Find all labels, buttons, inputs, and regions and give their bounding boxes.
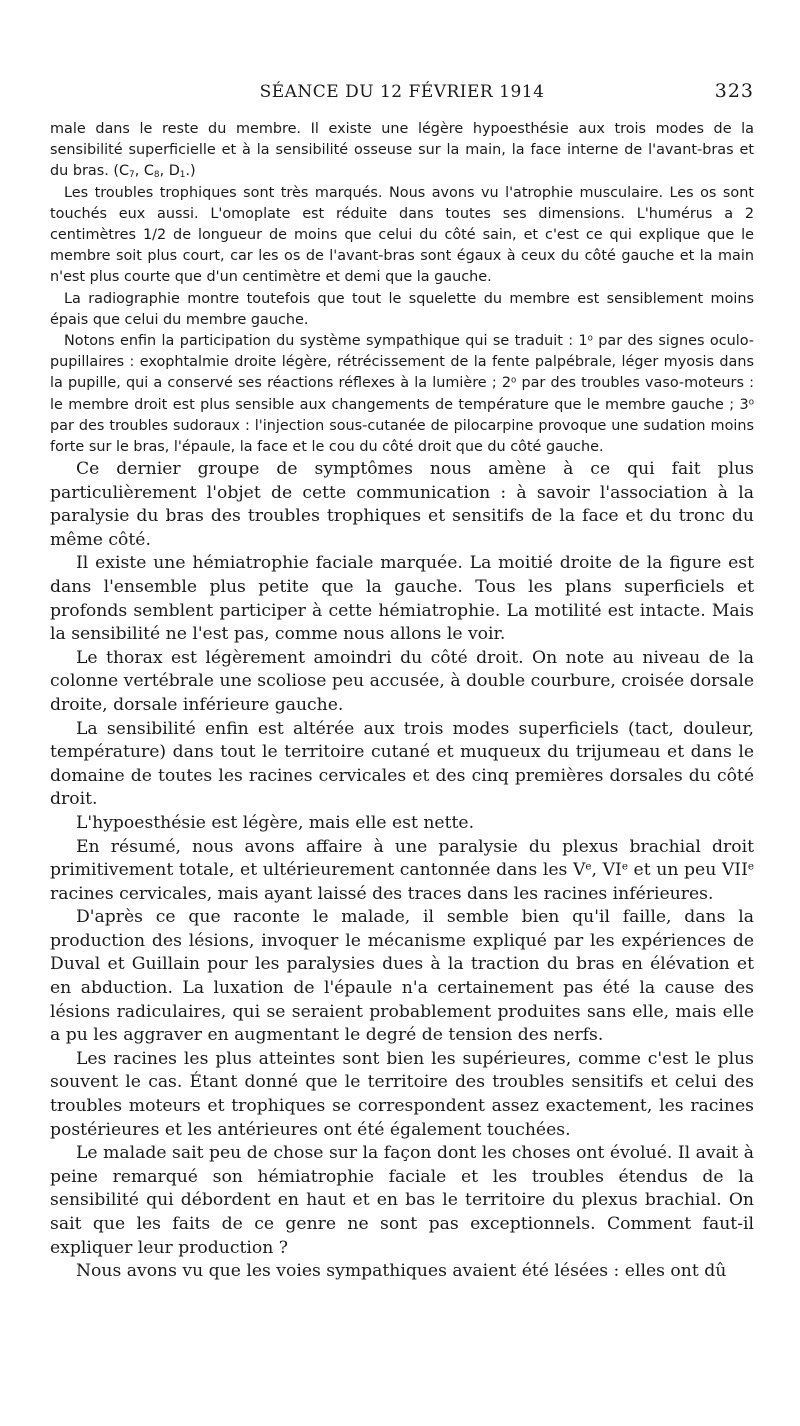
paragraph-roots: Les racines les plus atteintes sont bien les supérieures, comme c'est le plus souvent le cas. Étant donné que le territoire des troubles sensitifs et celui des troubles moteurs et trophiques se correspondent assez exactement, les racines postérieures et les antérieures ont été également touchées.	[50, 1048, 754, 1140]
paragraph-mechanism: D'après ce que raconte le malade, il semble bien qu'il faille, dans la production des lésions, invoquer le mécanisme expliqué par les expériences de Duval et Guillain pour les paralysies dues à la traction du bras en élévation et en abduction. La luxation de l'épaule n'a certainement pas été la cause des lésions radiculaires, qui se seraient probablement produites sans elle, mais elle a pu les aggraver en augmentant le degré de tension des nerfs.	[50, 907, 754, 1046]
paragraph-summary: En résumé, nous avons affaire à une paralysie du plexus brachial droit primitivement totale, et ultérieurement cantonnée dans les Ve, VIe et un peu VIIe racines cervicales, mais ayant laissé des traces dans les racines inférieures.	[50, 836, 754, 904]
paragraph-sensibility-altered: La sensibilité enfin est altérée aux trois modes superficiels (tact, douleur, température) dans tout le territoire cutané et muqueux du trijumeau et dans le domaine de toutes les racines cervicales et des cinq premières dorsales du côté droit.	[50, 718, 754, 810]
paragraph-facial-hemiatrophy: Il existe une hémiatrophie faciale marquée. La moitié droite de la figure est dans l'ensemble plus petite que la gauche. Tous les plans superficiels et profonds semblent participer à cette hémiatrophie. La motilité est intacte. Mais la sensibilité ne l'est pas, comme nous allons le voir.	[50, 553, 754, 645]
paragraph-radiography: La radiographie montre toutefois que tout le squelette du membre est sensiblement moins épais que celui du membre gauche.	[50, 290, 754, 328]
paragraph-sympathetic-pathways: Nous avons vu que les voies sympathiques avaient été lésées : elles ont dû	[76, 1261, 727, 1282]
paragraph-sympathetic: Notons enfin la participation du système sympathique qui se traduit : 1$^o$ par des signes oculo-pupillaires : exophtalmie droite légère, rétrécissement de la fente palpébrale, léger myosis dans la pupille, qui a conservé ses réactions réflexes à la lumière ; 2$^o$ par des troubles vaso-moteurs : le membre droit est plus sensible aux changements de température que le membre gauche ; 3$^o$ par des troubles sudoraux : l'injection sous-cutanée de pilocarpine provoque une sudation moins forte sur le bras, l'épaule, la face et le cou du côté droit que du côté gauche.	[50, 333, 754, 456]
running-head	[50, 78, 754, 108]
main-text-block	[50, 458, 754, 1284]
clinical-notes-block	[50, 119, 754, 458]
paragraph-association: Ce dernier groupe de symptômes nous amène à ce qui fait plus particulièrement l'objet de cette communication : à savoir l'association à la paralysie du bras des troubles trophiques et sensitifs de la face et du tronc du même côté.	[50, 459, 754, 550]
page-number: 323	[714, 80, 754, 102]
paragraph-thorax: Le thorax est légèrement amoindri du côté droit. On note au niveau de la colonne vertébrale une scoliose peu accusée, à double courbure, croisée dorsale droite, dorsale inférieure gauche.	[50, 647, 754, 715]
paragraph-sensibility: male dans le reste du membre. Il existe une légère hypoesthésie aux trois modes de la sensibilité superficielle et à la sensibilité osseuse sur la main, la face interne de l'avant-bras et du bras. ($C_7$, $C_8$, $D_1$.)	[50, 121, 754, 181]
paragraph-hypoesthesia: L'hypoesthésie est légère, mais elle est nette.	[76, 812, 475, 833]
running-title: SÉANCE DU 12 FÉVRIER 1914	[259, 82, 545, 102]
paragraph-trophic: Les troubles trophiques sont très marqués. Nous avons vu l'atrophie musculaire. Les os sont touchés eux aussi. L'omoplate est réduite dans toutes ses dimensions. L'humérus a 2 centimètres 1/2 de longueur de moins que celui du côté sain, et c'est ce qui explique que le membre soit plus court, car les os de l'avant-bras sont égaux à ceux du côté gauche et la main n'est plus courte que d'un centimètre et demi que la gauche.	[50, 184, 754, 286]
paragraph-evolution: Le malade sait peu de chose sur la façon dont les choses ont évolué. Il avait à peine remarqué son hémiatrophie faciale et les troubles étendus de la sensibilité qui débordent en haut et en bas le territoire du plexus brachial. On sait que les faits de ce genre ne sont pas exceptionnels. Comment faut-il expliquer leur production ?	[50, 1143, 754, 1258]
